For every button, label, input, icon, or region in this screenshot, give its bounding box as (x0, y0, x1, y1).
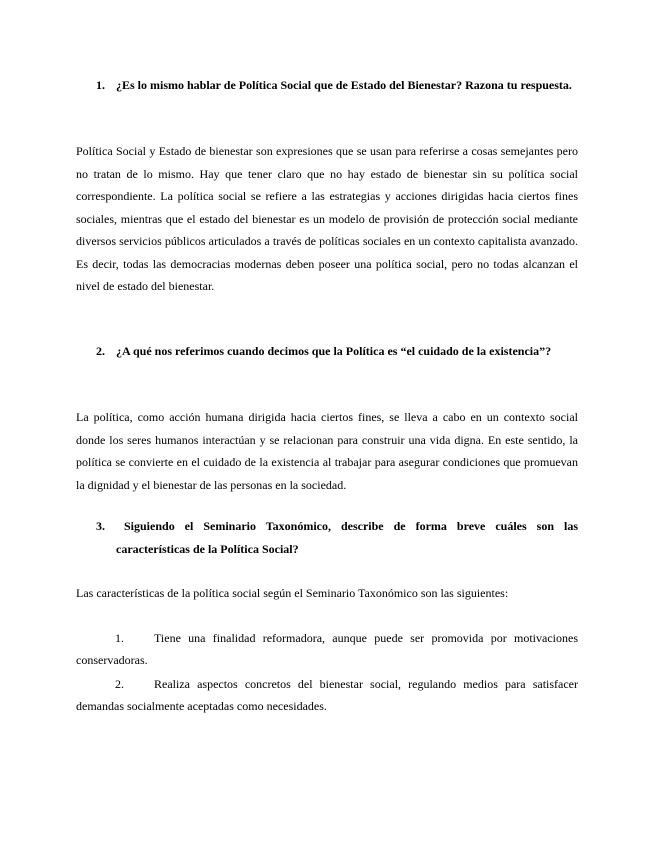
list-item (76, 673, 578, 717)
question-1-text: ¿Es lo mismo hablar de Política Social que de Estado del Bienestar? Razona tu respuesta. (116, 78, 572, 92)
question-2-heading (96, 340, 578, 363)
answer-3-intro: Las características de la política social según el Seminario Taxonómico son las siguientes: (76, 586, 509, 600)
question-2-number: 2. (96, 344, 105, 358)
list-item (76, 627, 578, 671)
question-1-heading (96, 74, 578, 97)
list-item-number: 2. (115, 677, 124, 691)
question-3-number: 3. (96, 519, 105, 533)
list-item-text: Tiene una finalidad reformadora, aunque puede ser promovida por motivaciones conservadoras. (76, 631, 578, 667)
list-item-number: 1. (115, 631, 124, 645)
question-2-text: ¿A qué nos referimos cuando decimos que la Política es “el cuidado de la existencia”? (116, 344, 552, 358)
answer-2-paragraph: La política, como acción humana dirigida hacia ciertos fines, se lleva a cabo en un contexto social donde los seres humanos interactúan y se relacionan para construir una vida digna. En este sentido, la política se convierte en el cuidado de la existencia al trabajar para asegurar condiciones que promuevan la dignidad y el bienestar de las personas en la sociedad. (76, 410, 578, 492)
question-3-heading (96, 515, 578, 561)
question-3-text: Siguiendo el Seminario Taxonómico, describe de forma breve cuáles son las características de la Política Social? (116, 519, 578, 556)
list-item-text: Realiza aspectos concretos del bienestar social, regulando medios para satisfacer demandas socialmente aceptadas como necesidades. (76, 677, 578, 713)
question-1-number: 1. (96, 78, 105, 92)
answer-1-paragraph: Política Social y Estado de bienestar son expresiones que se usan para referirse a cosas semejantes pero no tratan de lo mismo. Hay que tener claro que no hay estado de bienestar sin su política social correspondiente. La política social se refiere a las estrategias y acciones dirigidas hacia ciertos fines sociales, mientras que el estado del bienestar es un modelo de provisión de protección social mediante diversos servicios públicos articulados a través de políticas sociales en un contexto capitalista avanzado. Es decir, todas las democracias modernas deben poseer una política social, pero no todas alcanzan el nivel de estado del bienestar. (76, 144, 578, 293)
